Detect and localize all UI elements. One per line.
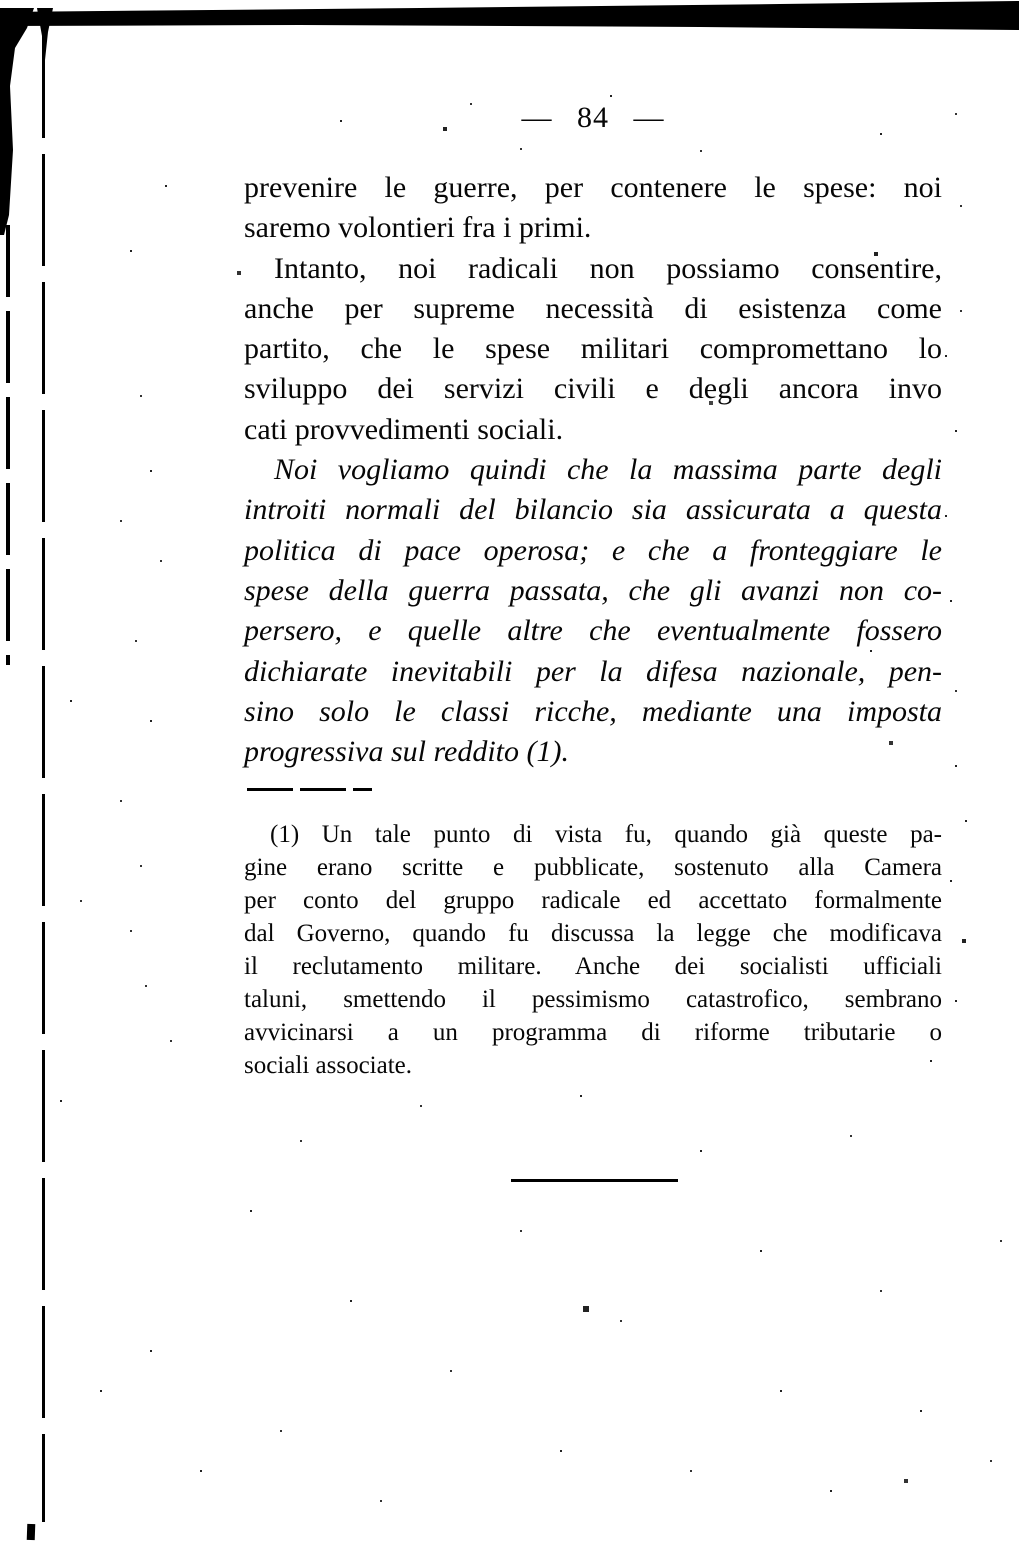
scan-artifact-binding-blob bbox=[0, 0, 60, 240]
text-line: Intanto, noi radicali non possiamo consentire, bbox=[274, 251, 942, 285]
text-line: cati provvedimenti sociali. bbox=[244, 412, 564, 446]
text-line: introiti normali del bilancio sia assicurata a questa bbox=[244, 493, 942, 527]
scan-artifact-vertical-line-left bbox=[6, 225, 10, 665]
text-line: saremo volontieri fra i primi. bbox=[244, 211, 592, 245]
text-line: prevenire le guerre, per contenere le spese: noi bbox=[244, 171, 942, 204]
footnote-line: (1) Un tale punto di vista fu, quando già queste pa- bbox=[270, 821, 942, 848]
paragraph-radicali bbox=[244, 249, 942, 450]
footnote-line: avvicinarsi a un programma di riforme tributarie o bbox=[244, 1019, 942, 1046]
body-text bbox=[244, 168, 942, 772]
text-line: dichiarate inevitabili per la difesa nazionale, pen- bbox=[244, 654, 942, 688]
text-line: spese della guerra passata, che gli avanzi non co- bbox=[244, 573, 942, 607]
scan-artifact-top-bar bbox=[0, 0, 1019, 44]
text-line: Noi vogliamo quindi che la massima parte degli bbox=[274, 453, 942, 487]
scan-noise-specks bbox=[0, 0, 2, 2]
footnote-line: per conto del gruppo radicale ed accettato formalmente bbox=[244, 887, 942, 914]
footnote-line: dal Governo, quando fu discussa la legge che modificava bbox=[244, 920, 942, 947]
text-line: persero, e quelle altre che eventualmente fossero bbox=[244, 614, 942, 648]
footnote bbox=[244, 818, 942, 1082]
footnote-line: il reclutamento militare. Anche dei socialisti ufficiali bbox=[244, 953, 942, 980]
text-line: partito, che le spese militari compromettano lo bbox=[244, 332, 942, 366]
footnote-line: sociali associate. bbox=[244, 1052, 412, 1079]
paragraph-emphasis-italic bbox=[244, 450, 942, 772]
text-line: progressiva sul reddito (1). bbox=[244, 735, 569, 769]
text-line: sino solo le classi ricche, mediante una imposta bbox=[244, 694, 942, 728]
text-line: politica di pace operosa; e che a fronteggiare le bbox=[244, 533, 942, 567]
paragraph-continuation bbox=[244, 168, 942, 249]
scan-artifact-vertical-line-binding bbox=[42, 26, 45, 1522]
scan-artifact-corner-mark bbox=[27, 1524, 36, 1540]
footnote-separator-rule bbox=[247, 788, 372, 791]
text-line: sviluppo dei servizi civili e degli ancora invo bbox=[244, 372, 942, 406]
footnote-line: taluni, smettendo il pessimismo catastrofico, sembrano bbox=[244, 986, 942, 1013]
page-number: — 84 — bbox=[521, 101, 665, 134]
text-line: anche per supreme necessità di esistenza come bbox=[244, 291, 942, 325]
footnote-line: gine erano scritte e pubblicate, sostenuto alla Camera bbox=[244, 854, 942, 881]
section-end-rule bbox=[511, 1179, 678, 1182]
